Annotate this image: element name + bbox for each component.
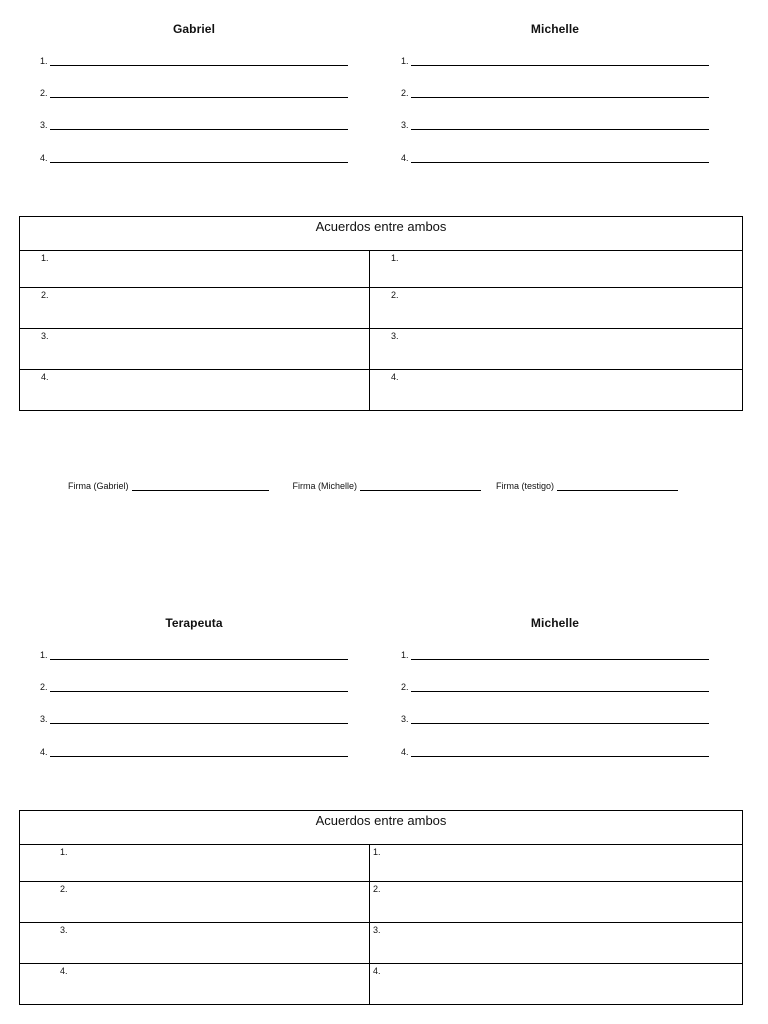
gabriel-line-1[interactable] xyxy=(40,52,348,66)
blank-line[interactable] xyxy=(50,54,348,66)
blank-line[interactable] xyxy=(411,118,709,130)
terapeuta-line-1[interactable] xyxy=(40,646,348,660)
michelle-column-title: Michelle xyxy=(530,22,580,36)
michelle-line-1[interactable] xyxy=(401,52,709,66)
agreement-cell-left[interactable] xyxy=(20,370,370,411)
line-number: 2. xyxy=(40,88,48,98)
terapeuta-line-4[interactable] xyxy=(40,743,348,757)
cell-number: 4. xyxy=(391,372,399,382)
michelle-line-4-b[interactable] xyxy=(401,743,709,757)
cell-number: 2. xyxy=(60,884,68,894)
gabriel-line-2[interactable] xyxy=(40,84,348,98)
agreement-cell-right[interactable] xyxy=(370,964,743,1005)
agreement-cell-left[interactable] xyxy=(20,329,370,370)
cell-number: 4. xyxy=(60,966,68,976)
agreement-cell-left[interactable] xyxy=(20,251,370,288)
blank-line[interactable] xyxy=(50,118,348,130)
cell-number: 2. xyxy=(373,884,381,894)
agreement-cell-left[interactable] xyxy=(20,964,370,1005)
line-number: 4. xyxy=(40,747,48,757)
line-number: 1. xyxy=(40,56,48,66)
blank-line[interactable] xyxy=(411,648,709,660)
michelle-line-3[interactable] xyxy=(401,116,709,130)
line-number: 3. xyxy=(401,120,409,130)
terapeuta-line-3[interactable] xyxy=(40,710,348,724)
line-number: 1. xyxy=(401,650,409,660)
blank-line[interactable] xyxy=(411,712,709,724)
blank-line[interactable] xyxy=(411,680,709,692)
michelle-line-2[interactable] xyxy=(401,84,709,98)
line-number: 2. xyxy=(401,88,409,98)
agreement-cell-right[interactable] xyxy=(370,923,743,964)
michelle-line-1-b[interactable] xyxy=(401,646,709,660)
blank-line[interactable] xyxy=(411,745,709,757)
cell-number: 1. xyxy=(391,253,399,263)
cell-number: 3. xyxy=(41,331,49,341)
cell-number: 4. xyxy=(41,372,49,382)
cell-number: 2. xyxy=(41,290,49,300)
blank-line[interactable] xyxy=(411,151,709,163)
terapeuta-column-title: Terapeuta xyxy=(165,616,223,630)
cell-number: 3. xyxy=(373,925,381,935)
blank-line[interactable] xyxy=(50,680,348,692)
cell-number: 2. xyxy=(391,290,399,300)
agreement-cell-right[interactable] xyxy=(370,288,743,329)
gabriel-line-3[interactable] xyxy=(40,116,348,130)
line-number: 1. xyxy=(401,56,409,66)
signature-michelle[interactable] xyxy=(293,480,482,491)
agreement-cell-left[interactable] xyxy=(20,882,370,923)
agreement-cell-right[interactable] xyxy=(370,251,743,288)
agreement-cell-left[interactable] xyxy=(20,288,370,329)
blank-line[interactable] xyxy=(50,151,348,163)
signature-witness[interactable] xyxy=(496,480,678,491)
blank-line[interactable] xyxy=(50,648,348,660)
cell-number: 1. xyxy=(60,847,68,857)
line-number: 4. xyxy=(401,153,409,163)
michelle-line-3-b[interactable] xyxy=(401,710,709,724)
blank-line[interactable] xyxy=(411,54,709,66)
blank-line[interactable] xyxy=(50,86,348,98)
signature-row xyxy=(68,480,678,491)
agreement-cell-right[interactable] xyxy=(370,370,743,411)
signature-label-gabriel: Firma (Gabriel) xyxy=(68,481,129,491)
cell-number: 1. xyxy=(41,253,49,263)
agreement-cell-right[interactable] xyxy=(370,845,743,882)
gabriel-line-4[interactable] xyxy=(40,149,348,163)
signature-label-michelle: Firma (Michelle) xyxy=(292,481,358,491)
line-number: 4. xyxy=(401,747,409,757)
line-number: 1. xyxy=(40,650,48,660)
agreements-table-2 xyxy=(19,810,743,1005)
line-number: 3. xyxy=(40,714,48,724)
agreement-cell-right[interactable] xyxy=(370,329,743,370)
signature-gabriel[interactable] xyxy=(68,480,269,491)
michelle-line-2-b[interactable] xyxy=(401,678,709,692)
terapeuta-line-2[interactable] xyxy=(40,678,348,692)
line-number: 2. xyxy=(401,682,409,692)
agreements-table-1 xyxy=(19,216,743,411)
signature-line[interactable] xyxy=(132,480,269,491)
line-number: 3. xyxy=(401,714,409,724)
line-number: 4. xyxy=(40,153,48,163)
signature-label-witness: Firma (testigo) xyxy=(496,481,555,491)
signature-line[interactable] xyxy=(360,480,481,491)
cell-number: 3. xyxy=(391,331,399,341)
gabriel-column-title: Gabriel xyxy=(172,22,216,36)
michelle-line-4[interactable] xyxy=(401,149,709,163)
line-number: 3. xyxy=(40,120,48,130)
agreement-cell-left[interactable] xyxy=(20,845,370,882)
agreement-cell-right[interactable] xyxy=(370,882,743,923)
cell-number: 3. xyxy=(60,925,68,935)
agreement-cell-left[interactable] xyxy=(20,923,370,964)
blank-line[interactable] xyxy=(50,712,348,724)
michelle-column-title-2: Michelle xyxy=(530,616,580,630)
line-number: 2. xyxy=(40,682,48,692)
cell-number: 4. xyxy=(373,966,381,976)
signature-line[interactable] xyxy=(557,480,678,491)
cell-number: 1. xyxy=(373,847,381,857)
blank-line[interactable] xyxy=(411,86,709,98)
agreements-table-title: Acuerdos entre ambos xyxy=(20,811,743,845)
agreements-table-title: Acuerdos entre ambos xyxy=(20,217,743,251)
blank-line[interactable] xyxy=(50,745,348,757)
